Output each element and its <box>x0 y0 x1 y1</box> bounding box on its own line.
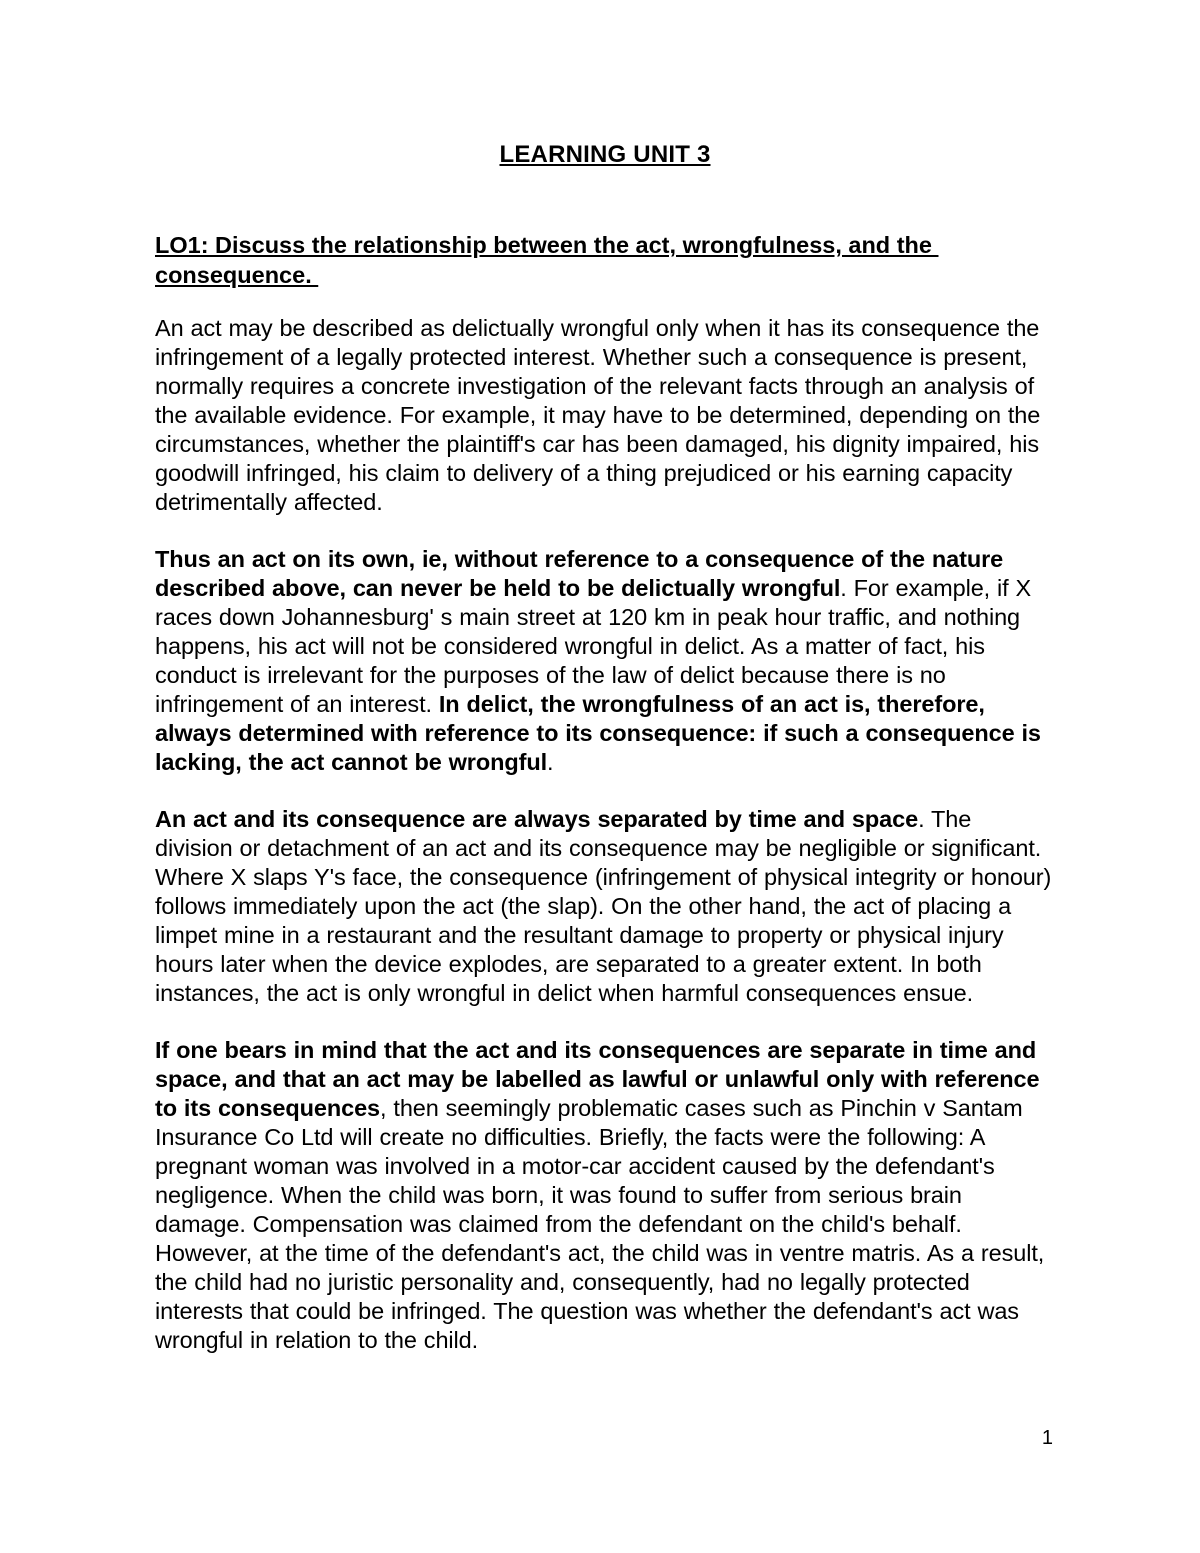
section-heading-line: consequence. <box>155 262 319 288</box>
text-column <box>155 140 1055 1383</box>
paragraph: An act and its consequence are always separated by time and space. The division or detachment of an act and its consequence may be negligible or significant. Where X slaps Y's face, the consequence (infringement of physical integrity or honour) follows immediately upon the act (the slap). On the other hand, the act of placing a limpet mine in a restaurant and the resultant damage to property or physical injury hours later when the device explodes, are separated to a greater extent. In both instances, the act is only wrongful in delict when harmful consequences ensue. <box>155 806 1052 1006</box>
section-heading-line: LO1: Discuss the relationship between the act, wrongfulness, and the <box>155 232 939 258</box>
paragraph: An act may be described as delictually wrongful only when it has its consequence the infringement of a legally protected interest. Whether such a consequence is present, normally requires a concrete investigation of the relevant facts through an analysis of the available evidence. For example, it may have to be determined, depending on the circumstances, whether the plaintiff's car has been damaged, his dignity impaired, his goodwill infringed, his claim to delivery of a thing prejudiced or his earning capacity detrimentally affected. <box>155 315 1041 515</box>
body-paragraphs <box>155 314 1055 1355</box>
page-number: 1 <box>1041 1427 1053 1449</box>
section-heading <box>155 230 1055 290</box>
paragraph: If one bears in mind that the act and its consequences are separate in time and space, and that an act may be labelled as lawful or unlawful only with reference to its consequences, then seemingly problematic cases such as Pinchin v Santam Insurance Co Ltd will create no difficulties. Briefly, the facts were the following: A pregnant woman was involved in a motor-car accident caused by the defendant's negligence. When the child was born, it was found to suffer from serious brain damage. Compensation was claimed from the defendant on the child's behalf. However, at the time of the defendant's act, the child was in ventre matris. As a result, the child had no juristic personality and, consequently, had no legally protected interests that could be infringed. The question was whether the defendant's act was wrongful in relation to the child. <box>155 1037 1045 1353</box>
paragraph: Thus an act on its own, ie, without reference to a consequence of the nature described above, can never be held to be delictually wrongful. For example, if X races down Johannesburg' s main street at 120 km in peak hour traffic, and nothing happens, his act will not be considered wrongful in delict. As a matter of fact, his conduct is irrelevant for the purposes of the law of delict because there is no infringement of an interest. In delict, the wrongfulness of an act is, therefore, always determined with reference to its consequence: if such a consequence is lacking, the act cannot be wrongful. <box>155 546 1041 775</box>
page-title: LEARNING UNIT 3 <box>499 141 711 168</box>
